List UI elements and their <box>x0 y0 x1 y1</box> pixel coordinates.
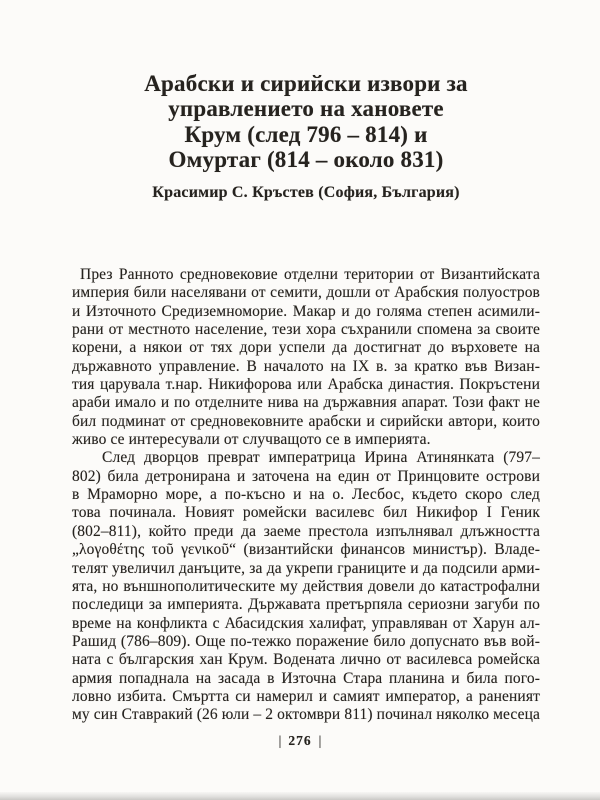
page-number <box>0 733 600 749</box>
body-line: През Ранното средновековие отделни територии от Византийската <box>80 266 540 283</box>
body-line: (802–811), който преди да заеме престола изпълнявал длъжността <box>72 522 540 540</box>
title-line: Омуртаг (814 – около 831) <box>168 147 444 173</box>
paragraph <box>72 266 540 449</box>
article-title <box>60 71 552 173</box>
page-number-left-bar: | <box>278 733 282 748</box>
body-line: ята, но външнополитическите му действия довели до катастрофални <box>72 577 540 595</box>
page-number-value: 276 <box>288 733 312 748</box>
body-line: му син Ставракий (26 юли – 2 октомври 811) починал няколко месеца <box>72 706 540 724</box>
author-line: Красимир С. Кръстев (София, България) <box>152 184 460 201</box>
body-line: бил подминат от средновековните арабски и сирийски автори, които <box>72 412 540 430</box>
body-line: живо се интересували от случващото се в империята. <box>72 431 431 449</box>
body-line: ната с българския хан Крум. Водената лично от василевса ромейска <box>72 651 540 669</box>
body-line: 802) била детронирана и заточена на един от Принцовите острови <box>72 467 540 485</box>
body-line: „λογοθέτης τοῦ γενικοῦ“ (византийски финансов министър). Владе- <box>72 541 540 559</box>
body-line: араби имало и по отделните нива на държавния апарат. Този факт не <box>72 394 540 412</box>
body-line: тия царувала т.нар. Никифорова или Арабска династия. Покръстени <box>72 376 540 394</box>
body-line: империя били населявани от семити, дошли от Арабския полуостров <box>72 284 540 302</box>
body-line: Рашид (786–809). Още по-тежко поражение било допуснато във вой- <box>72 632 540 650</box>
body-line: това починала. Новият ромейски василевс бил Никифор I Геник <box>72 504 540 522</box>
title-line: Крум (след 796 – 814) и <box>184 121 428 147</box>
body-line: корени, а някои от тях дори успели да достигнат до върховете на <box>72 339 540 357</box>
body-line: и Източното Средиземноморие. Макар и до голяма степен асимили- <box>72 302 540 320</box>
body-line: последици за империята. Държавата претърпяла сериозни загуби по <box>72 596 540 614</box>
scan-edge-shadow <box>0 792 600 800</box>
paragraph <box>72 449 540 724</box>
article-body <box>72 266 540 725</box>
body-line: държавното управление. В началото на IX в. за кратко във Визан- <box>72 357 540 375</box>
body-line: След дворцов преврат императрица Ирина Атинянката (797– <box>102 449 540 467</box>
page-number-right-bar: | <box>318 733 322 748</box>
body-line: в Мраморно море, а по-късно и на о. Лесбос, където скоро след <box>72 486 540 504</box>
body-line: телят увеличил данъците, за да укрепи границите и да подсили арми- <box>72 559 540 577</box>
body-line: армия попаднала на засада в Източна Стара планина и била пого- <box>72 669 540 687</box>
title-line: управлението на хановете <box>168 96 444 122</box>
body-line: рани от местното население, тези хора съхранили спомена за своите <box>72 321 540 339</box>
body-line: ловно избита. Смъртта си намерил и самият император, а раненият <box>72 687 540 705</box>
body-line: време на конфликта с Абасидския халифат, управляван от Харун ал- <box>72 614 540 632</box>
title-line: Арабски и сирийски извори за <box>144 71 468 96</box>
